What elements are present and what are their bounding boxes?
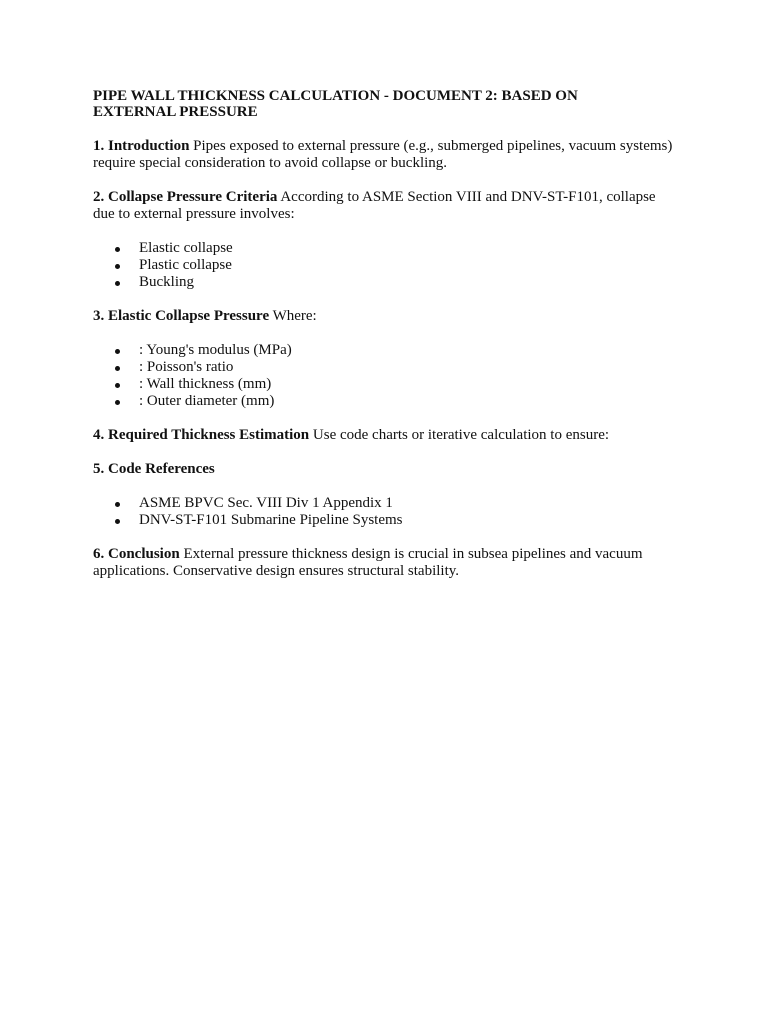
section-required-thickness-estimation	[93, 427, 673, 444]
section-heading: 3. Elastic Collapse Pressure	[93, 308, 270, 324]
section-text: Use code charts or iterative calculation to ensure:	[309, 427, 610, 443]
variables-list	[93, 342, 672, 410]
section-code-references	[93, 461, 673, 478]
list-item: Buckling	[139, 274, 672, 291]
section-text: Pipes exposed to external pressure (e.g., submerged pipelines, vacuum systems) require special consideration to avoid collapse or buckling.	[93, 138, 673, 171]
section-text: According to ASME Section VIII and DNV-ST-F101, collapse due to external pressure involves:	[93, 189, 656, 222]
list-item: Plastic collapse	[139, 257, 672, 274]
section-heading: 1. Introduction	[93, 138, 190, 154]
section-text: External pressure thickness design is crucial in subsea pipelines and vacuum applications. Conservative design ensures structural stability.	[93, 546, 643, 579]
list-item: : Outer diameter (mm)	[139, 393, 672, 410]
section-introduction	[93, 138, 673, 172]
section-heading: 2. Collapse Pressure Criteria	[93, 189, 278, 205]
bullet-icon	[115, 400, 120, 405]
section-heading: 5. Code References	[93, 461, 215, 477]
bullet-icon	[115, 383, 120, 388]
bullet-icon	[115, 349, 120, 354]
bullet-icon	[115, 519, 120, 524]
bullet-icon	[115, 366, 120, 371]
list-item: Elastic collapse	[139, 240, 672, 257]
section-elastic-collapse-pressure	[93, 308, 673, 325]
list-item: DNV-ST-F101 Submarine Pipeline Systems	[139, 512, 672, 529]
code-references-list	[93, 495, 672, 529]
bullet-icon	[115, 281, 120, 286]
section-conclusion	[93, 546, 673, 580]
list-item: : Wall thickness (mm)	[139, 376, 672, 393]
list-item: : Poisson's ratio	[139, 359, 672, 376]
section-heading: 4. Required Thickness Estimation	[93, 427, 310, 443]
bullet-icon	[115, 502, 120, 507]
collapse-modes-list	[93, 240, 672, 291]
bullet-icon	[115, 264, 120, 269]
document-title: PIPE WALL THICKNESS CALCULATION - DOCUMENT 2: BASED ON EXTERNAL PRESSURE	[93, 88, 578, 120]
section-text: Where:	[269, 308, 317, 324]
bullet-icon	[115, 247, 120, 252]
list-item: : Young's modulus (MPa)	[139, 342, 672, 359]
section-heading: 6. Conclusion	[93, 546, 180, 562]
section-collapse-pressure-criteria	[93, 189, 673, 223]
list-item: ASME BPVC Sec. VIII Div 1 Appendix 1	[139, 495, 672, 512]
